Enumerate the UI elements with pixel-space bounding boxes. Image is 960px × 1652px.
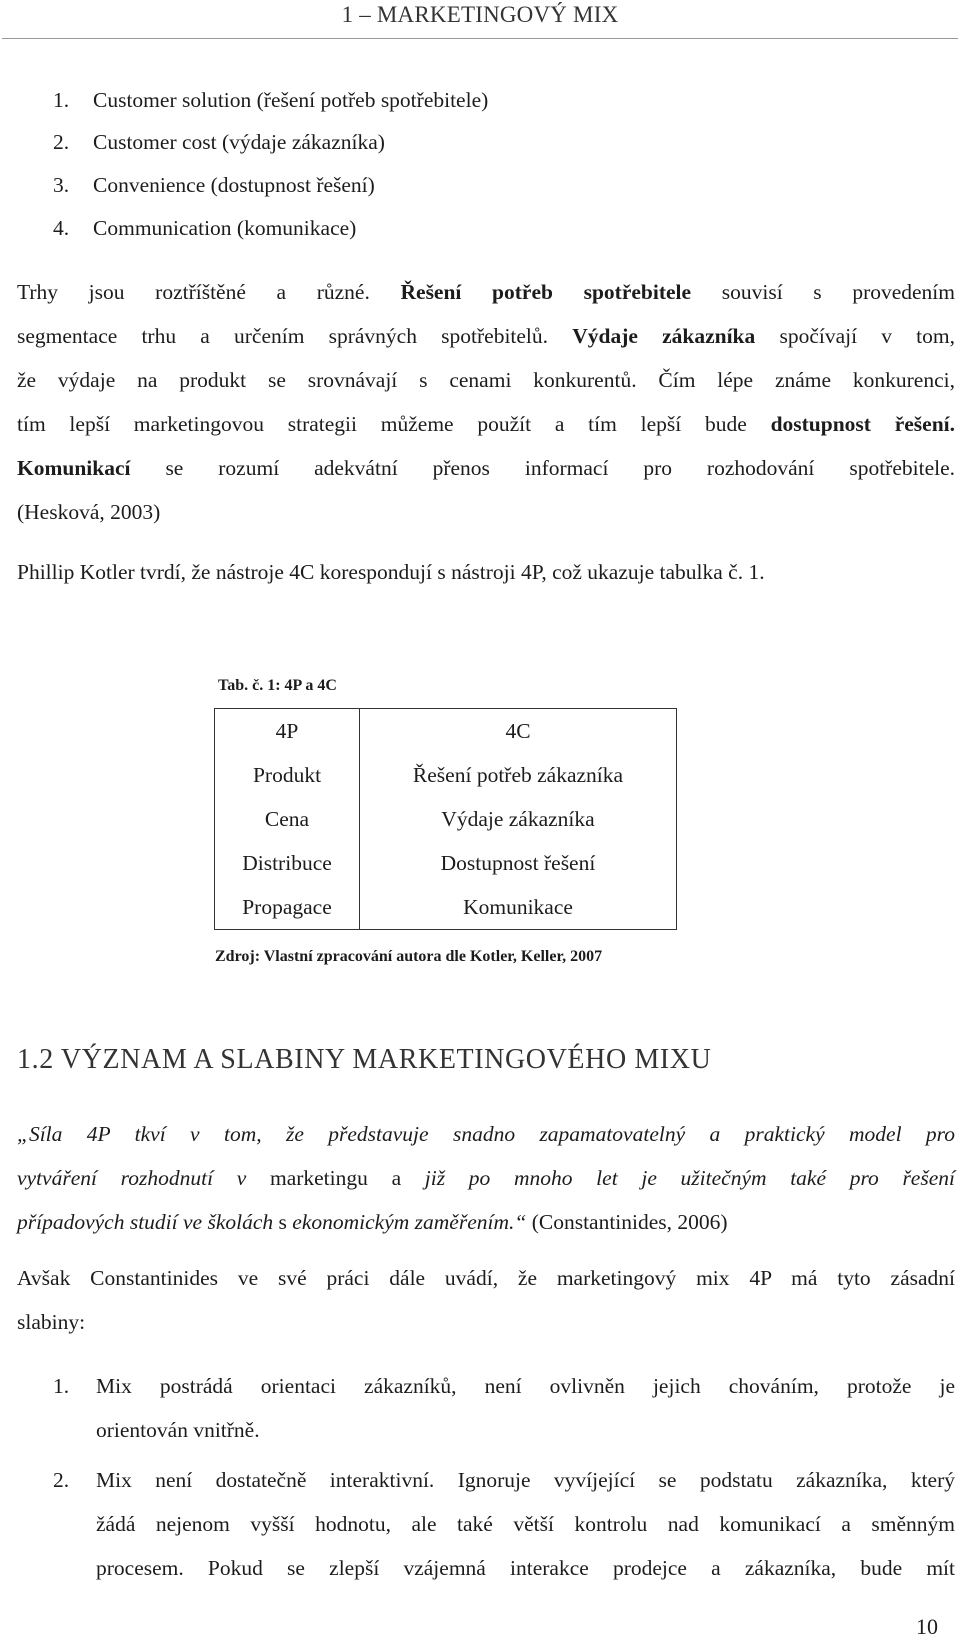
- paragraph-line: Phillip Kotler tvrdí, že nástroje 4C korespondují s nástroji 4P, což ukazuje tabulka č. 1.: [17, 560, 765, 584]
- table-cell: 4C: [360, 709, 677, 754]
- text-run: s: [278, 1210, 287, 1234]
- paragraph-line: orientován vnitřně.: [96, 1418, 260, 1442]
- table-cell: 4P: [215, 709, 360, 754]
- italic-run: ekonomickým zaměřením.“: [292, 1210, 527, 1234]
- paragraph-line: [17, 270, 955, 314]
- bold-term: Komunikací: [17, 456, 131, 480]
- list-number: 1.: [53, 1374, 70, 1398]
- paragraph-line: Mix postrádá orientaci zákazníků, není ovlivněn jejich chováním, protože je: [96, 1374, 955, 1398]
- paragraph-markets: [17, 270, 955, 534]
- table-row: [215, 841, 677, 885]
- paragraph-line: Mix není dostatečně interaktivní. Ignoruje vyvíjející se podstatu zákazníka, který: [96, 1468, 955, 1492]
- paragraph-line: [17, 1156, 955, 1200]
- italic-run: již po mnoho let je užitečným také pro řešení: [424, 1166, 955, 1190]
- table-cell: Výdaje zákazníka: [360, 797, 677, 841]
- list-item: [53, 130, 385, 155]
- table-cell: Komunikace: [360, 885, 677, 930]
- list-number: 1.: [53, 88, 70, 112]
- paragraph-line: že výdaje na produkt se srovnávají s cenami konkurentů. Čím lépe známe konkurenci,: [17, 368, 955, 392]
- bold-term: Výdaje zákazníka: [572, 324, 756, 348]
- running-header: 1 – MARKETINGOVÝ MIX: [341, 2, 619, 27]
- list-text: Communication (komunikace): [93, 216, 357, 240]
- paragraph-line: Avšak Constantinides ve své práci dále uvádí, že marketingový mix 4P má tyto zásadní: [17, 1266, 955, 1290]
- list-item: [53, 216, 356, 241]
- page-number: 10: [916, 1614, 938, 1639]
- paragraph-line: žádá nejenom vyšší hodnotu, ale také větší kontrolu nad komunikací a směnným: [96, 1512, 955, 1536]
- list-number: 3.: [53, 173, 70, 197]
- list-text: [96, 1458, 955, 1590]
- paragraph-line: [17, 402, 955, 446]
- bold-term: Řešení potřeb spotřebitele: [400, 280, 692, 304]
- italic-run: „Síla 4P tkví v tom, že představuje snadno zapamatovatelný a praktický model pro: [17, 1122, 955, 1146]
- list-number: 2.: [53, 130, 70, 154]
- list-text: Convenience (dostupnost řešení): [93, 173, 375, 197]
- paragraph-constantinides: [17, 1256, 955, 1344]
- citation: (Constantinides, 2006): [531, 1210, 728, 1234]
- table-row: [215, 797, 677, 841]
- list-number: 4.: [53, 216, 70, 240]
- list-item: [53, 88, 488, 113]
- table-caption: Tab. č. 1: 4P a 4C: [218, 677, 337, 694]
- table-cell: Propagace: [215, 885, 360, 930]
- text-run: spočívají v tom,: [779, 324, 956, 348]
- text-run: Trhy jsou roztříštěné a různé.: [17, 280, 370, 304]
- table-4p-4c: [214, 708, 677, 930]
- italic-run: případových studií ve školách: [17, 1210, 274, 1234]
- list-text: [96, 1364, 955, 1452]
- table-row: [215, 753, 677, 797]
- bold-term: dostupnost řešení.: [770, 412, 956, 436]
- table-cell: Cena: [215, 797, 360, 841]
- paragraph-line: [17, 1200, 955, 1244]
- paragraph-line: [17, 314, 955, 358]
- list-text: Customer solution (řešení potřeb spotřebitele): [93, 88, 489, 112]
- header-divider: [2, 38, 958, 39]
- table-source: Zdroj: Vlastní zpracování autora dle Kotler, Keller, 2007: [215, 948, 603, 965]
- paragraph-line: [17, 1112, 955, 1156]
- text-run: se rozumí adekvátní přenos informací pro rozhodování spotřebitele.: [165, 456, 955, 480]
- paragraph-line: [17, 446, 955, 490]
- list-text: Customer cost (výdaje zákazníka): [93, 130, 385, 154]
- list-item: [53, 173, 375, 198]
- table-cell: Produkt: [215, 753, 360, 797]
- paragraph-kotler: [17, 550, 955, 594]
- paragraph-line: slabiny:: [17, 1310, 86, 1334]
- text-run: souvisí s provedením: [721, 280, 956, 304]
- italic-run: vytváření rozhodnutí v: [17, 1166, 247, 1190]
- section-heading: 1.2 VÝZNAM A SLABINY MARKETINGOVÉHO MIXU: [17, 1044, 712, 1075]
- table-row: [215, 709, 677, 754]
- list-number: 2.: [53, 1468, 70, 1492]
- table-cell: Řešení potřeb zákazníka: [360, 753, 677, 797]
- paragraph-line: procesem. Pokud se zlepší vzájemná interakce prodejce a zákazníka, bude mít: [96, 1556, 955, 1580]
- table-cell: Distribuce: [215, 841, 360, 885]
- table-row: [215, 885, 677, 930]
- table-cell: Dostupnost řešení: [360, 841, 677, 885]
- text-run: segmentace trhu a určením správných spotřebitelů.: [17, 324, 549, 348]
- text-run: tím lepší marketingovou strategii můžeme použít a tím lepší bude: [17, 412, 747, 436]
- text-run: marketingu a: [269, 1166, 402, 1190]
- quote-paragraph: [17, 1112, 955, 1244]
- paragraph-line: (Hesková, 2003): [17, 500, 161, 524]
